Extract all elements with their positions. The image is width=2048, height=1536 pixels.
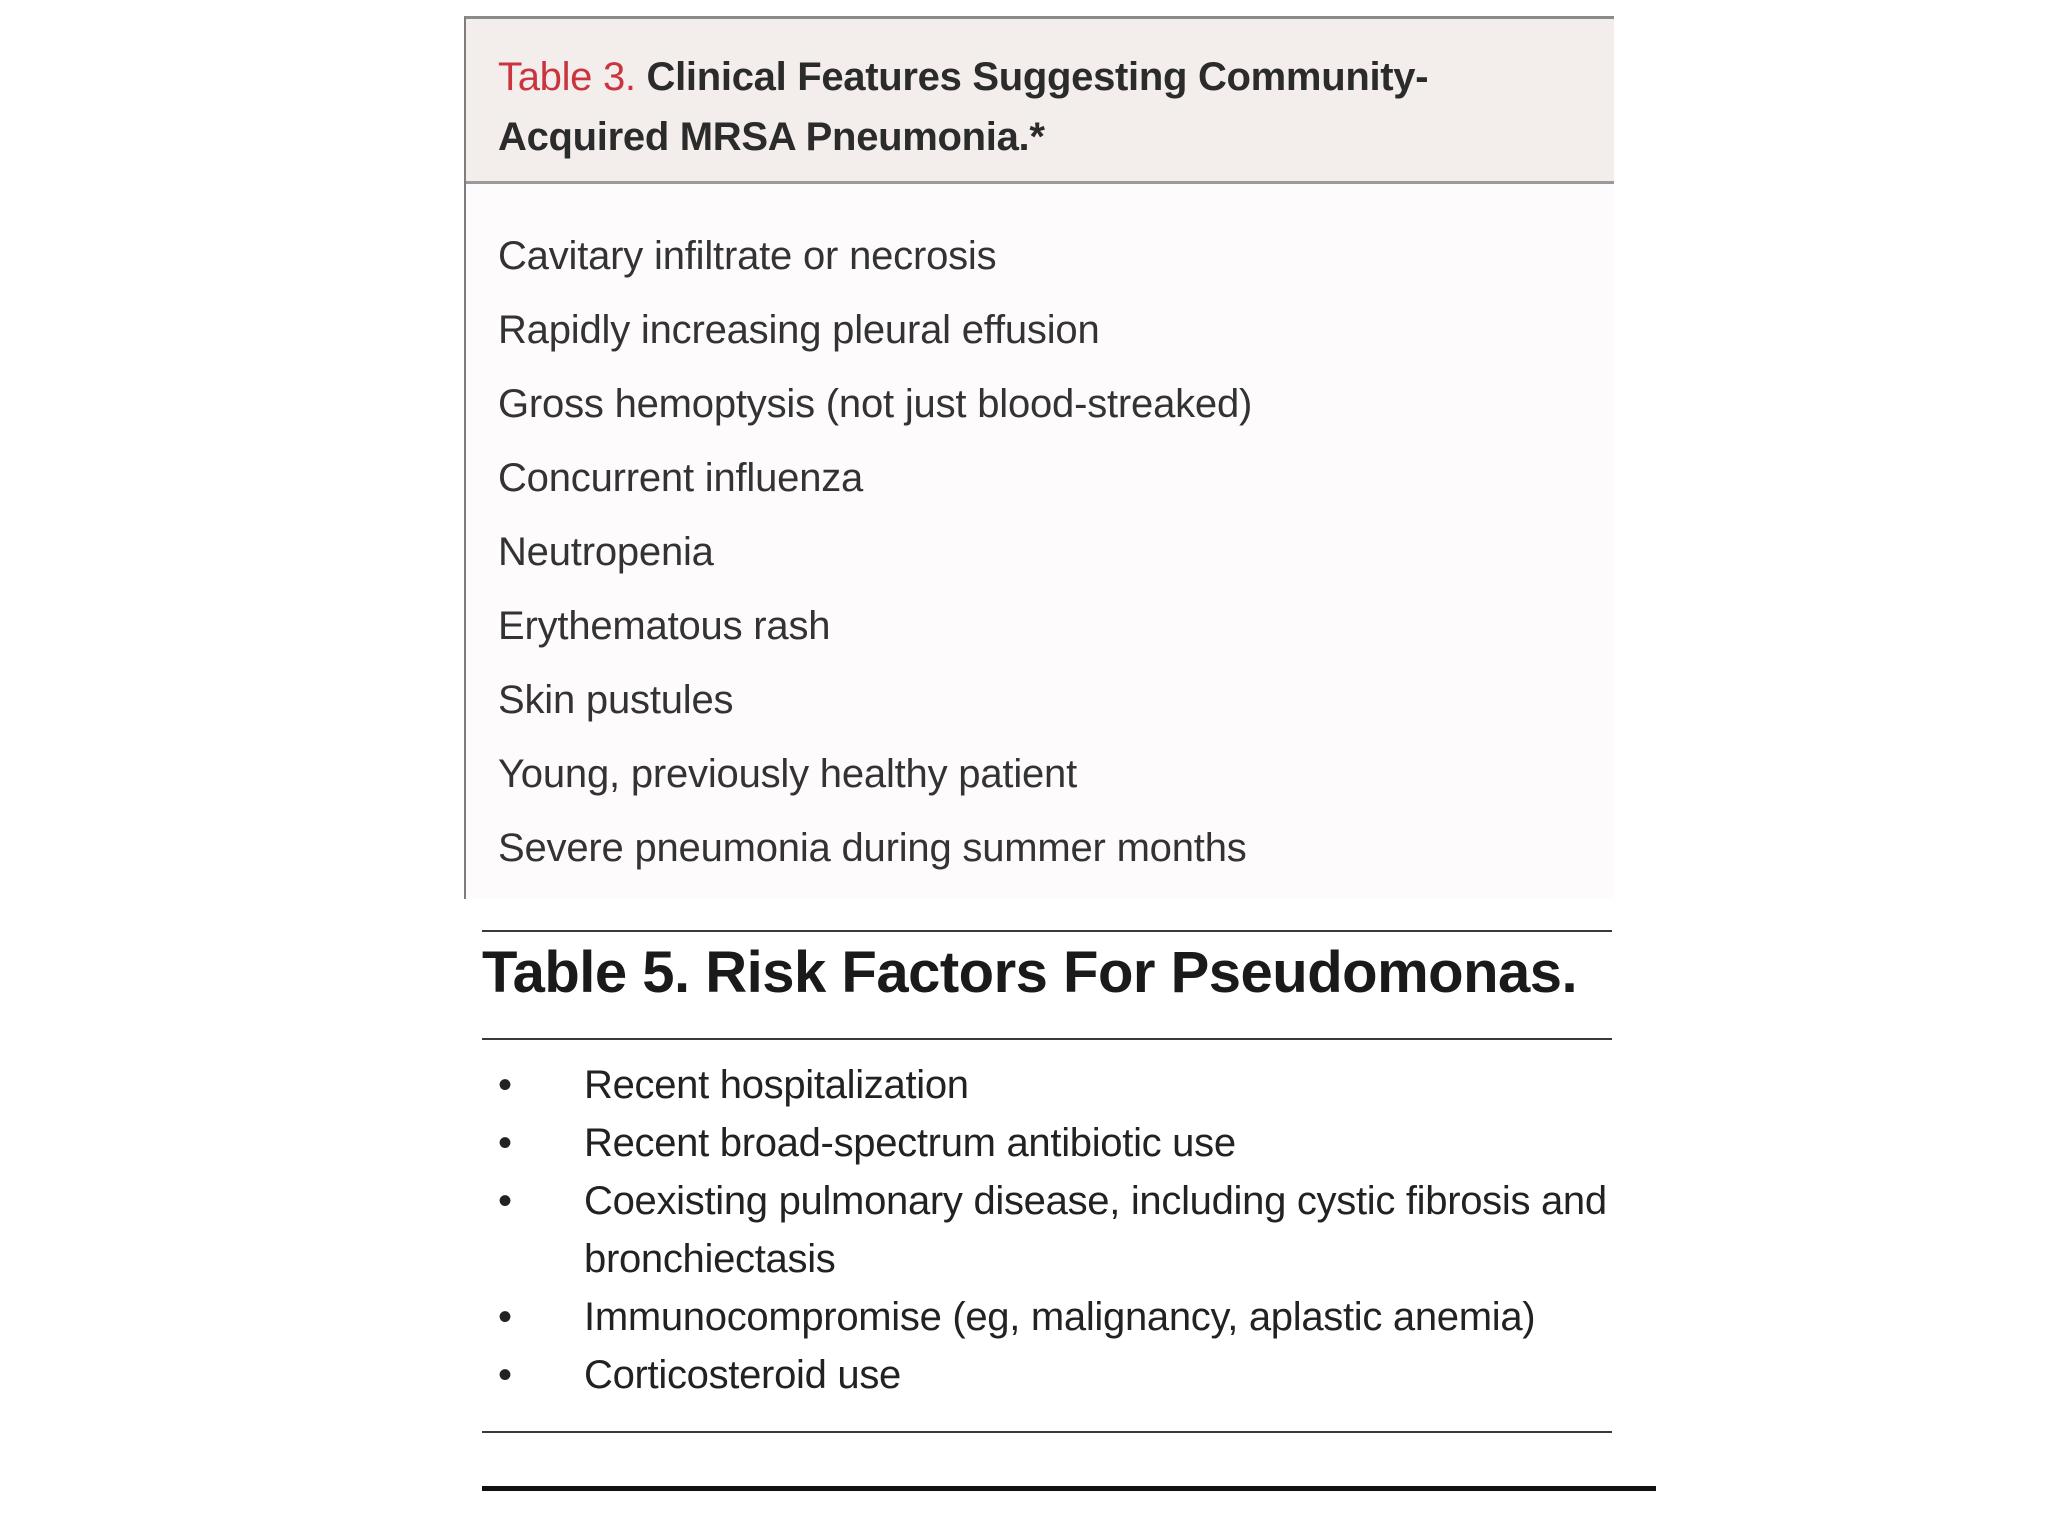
table-5-item-text: Corticosteroid use <box>584 1353 901 1397</box>
table-5-item-text: Recent hospitalization <box>584 1063 969 1107</box>
table-5-title: Table 5. Risk Factors For Pseudomonas. <box>482 940 1578 1005</box>
table-5-item-text: Immunocompromise (eg, malignancy, aplastic anemia) <box>584 1295 1536 1339</box>
table-5-item <box>482 1114 1612 1172</box>
table-3-item: Cavitary infiltrate or necrosis <box>498 234 997 278</box>
table-5-top-rule <box>482 930 1612 932</box>
table-3-label: Table 3. <box>498 55 636 99</box>
table-3-list <box>498 219 1252 885</box>
table-3-header <box>466 19 1614 184</box>
table-3-item: Gross hemoptysis (not just blood-streaked) <box>498 382 1253 426</box>
table-3-item: Severe pneumonia during summer months <box>498 826 1247 870</box>
table-5-item <box>482 1288 1612 1346</box>
table-3-item: Young, previously healthy patient <box>498 752 1078 796</box>
table-3-title-line2: Acquired MRSA Pneumonia.* <box>498 115 1045 159</box>
table-3-item: Erythematous rash <box>498 604 831 648</box>
page-footer-rule <box>482 1486 1656 1491</box>
bullet-icon: • <box>498 1353 512 1397</box>
table-3-item: Rapidly increasing pleural effusion <box>498 308 1100 352</box>
table-3-item: Neutropenia <box>498 530 714 574</box>
table-5-item <box>482 1056 1612 1114</box>
bullet-icon: • <box>498 1121 512 1165</box>
table-3-item: Skin pustules <box>498 678 734 722</box>
table-3-item: Concurrent influenza <box>498 456 864 500</box>
table-5-item <box>482 1172 1612 1288</box>
table-5-header-rule <box>482 1038 1612 1040</box>
table-5-item <box>482 1346 1612 1404</box>
bullet-icon: • <box>498 1063 512 1107</box>
bullet-icon: • <box>498 1179 512 1223</box>
table-5-list <box>482 1056 1612 1404</box>
table-3-panel <box>464 16 1614 899</box>
table-5-bottom-rule <box>482 1431 1612 1433</box>
bullet-icon: • <box>498 1295 512 1339</box>
table-3-title <box>498 47 1578 167</box>
table-5-item-text: Coexisting pulmonary disease, including cystic fibrosis and bronchiectasis <box>584 1179 1607 1281</box>
table-3-title-line1: Clinical Features Suggesting Community- <box>646 55 1429 99</box>
table-5-item-text: Recent broad-spectrum antibiotic use <box>584 1121 1236 1165</box>
